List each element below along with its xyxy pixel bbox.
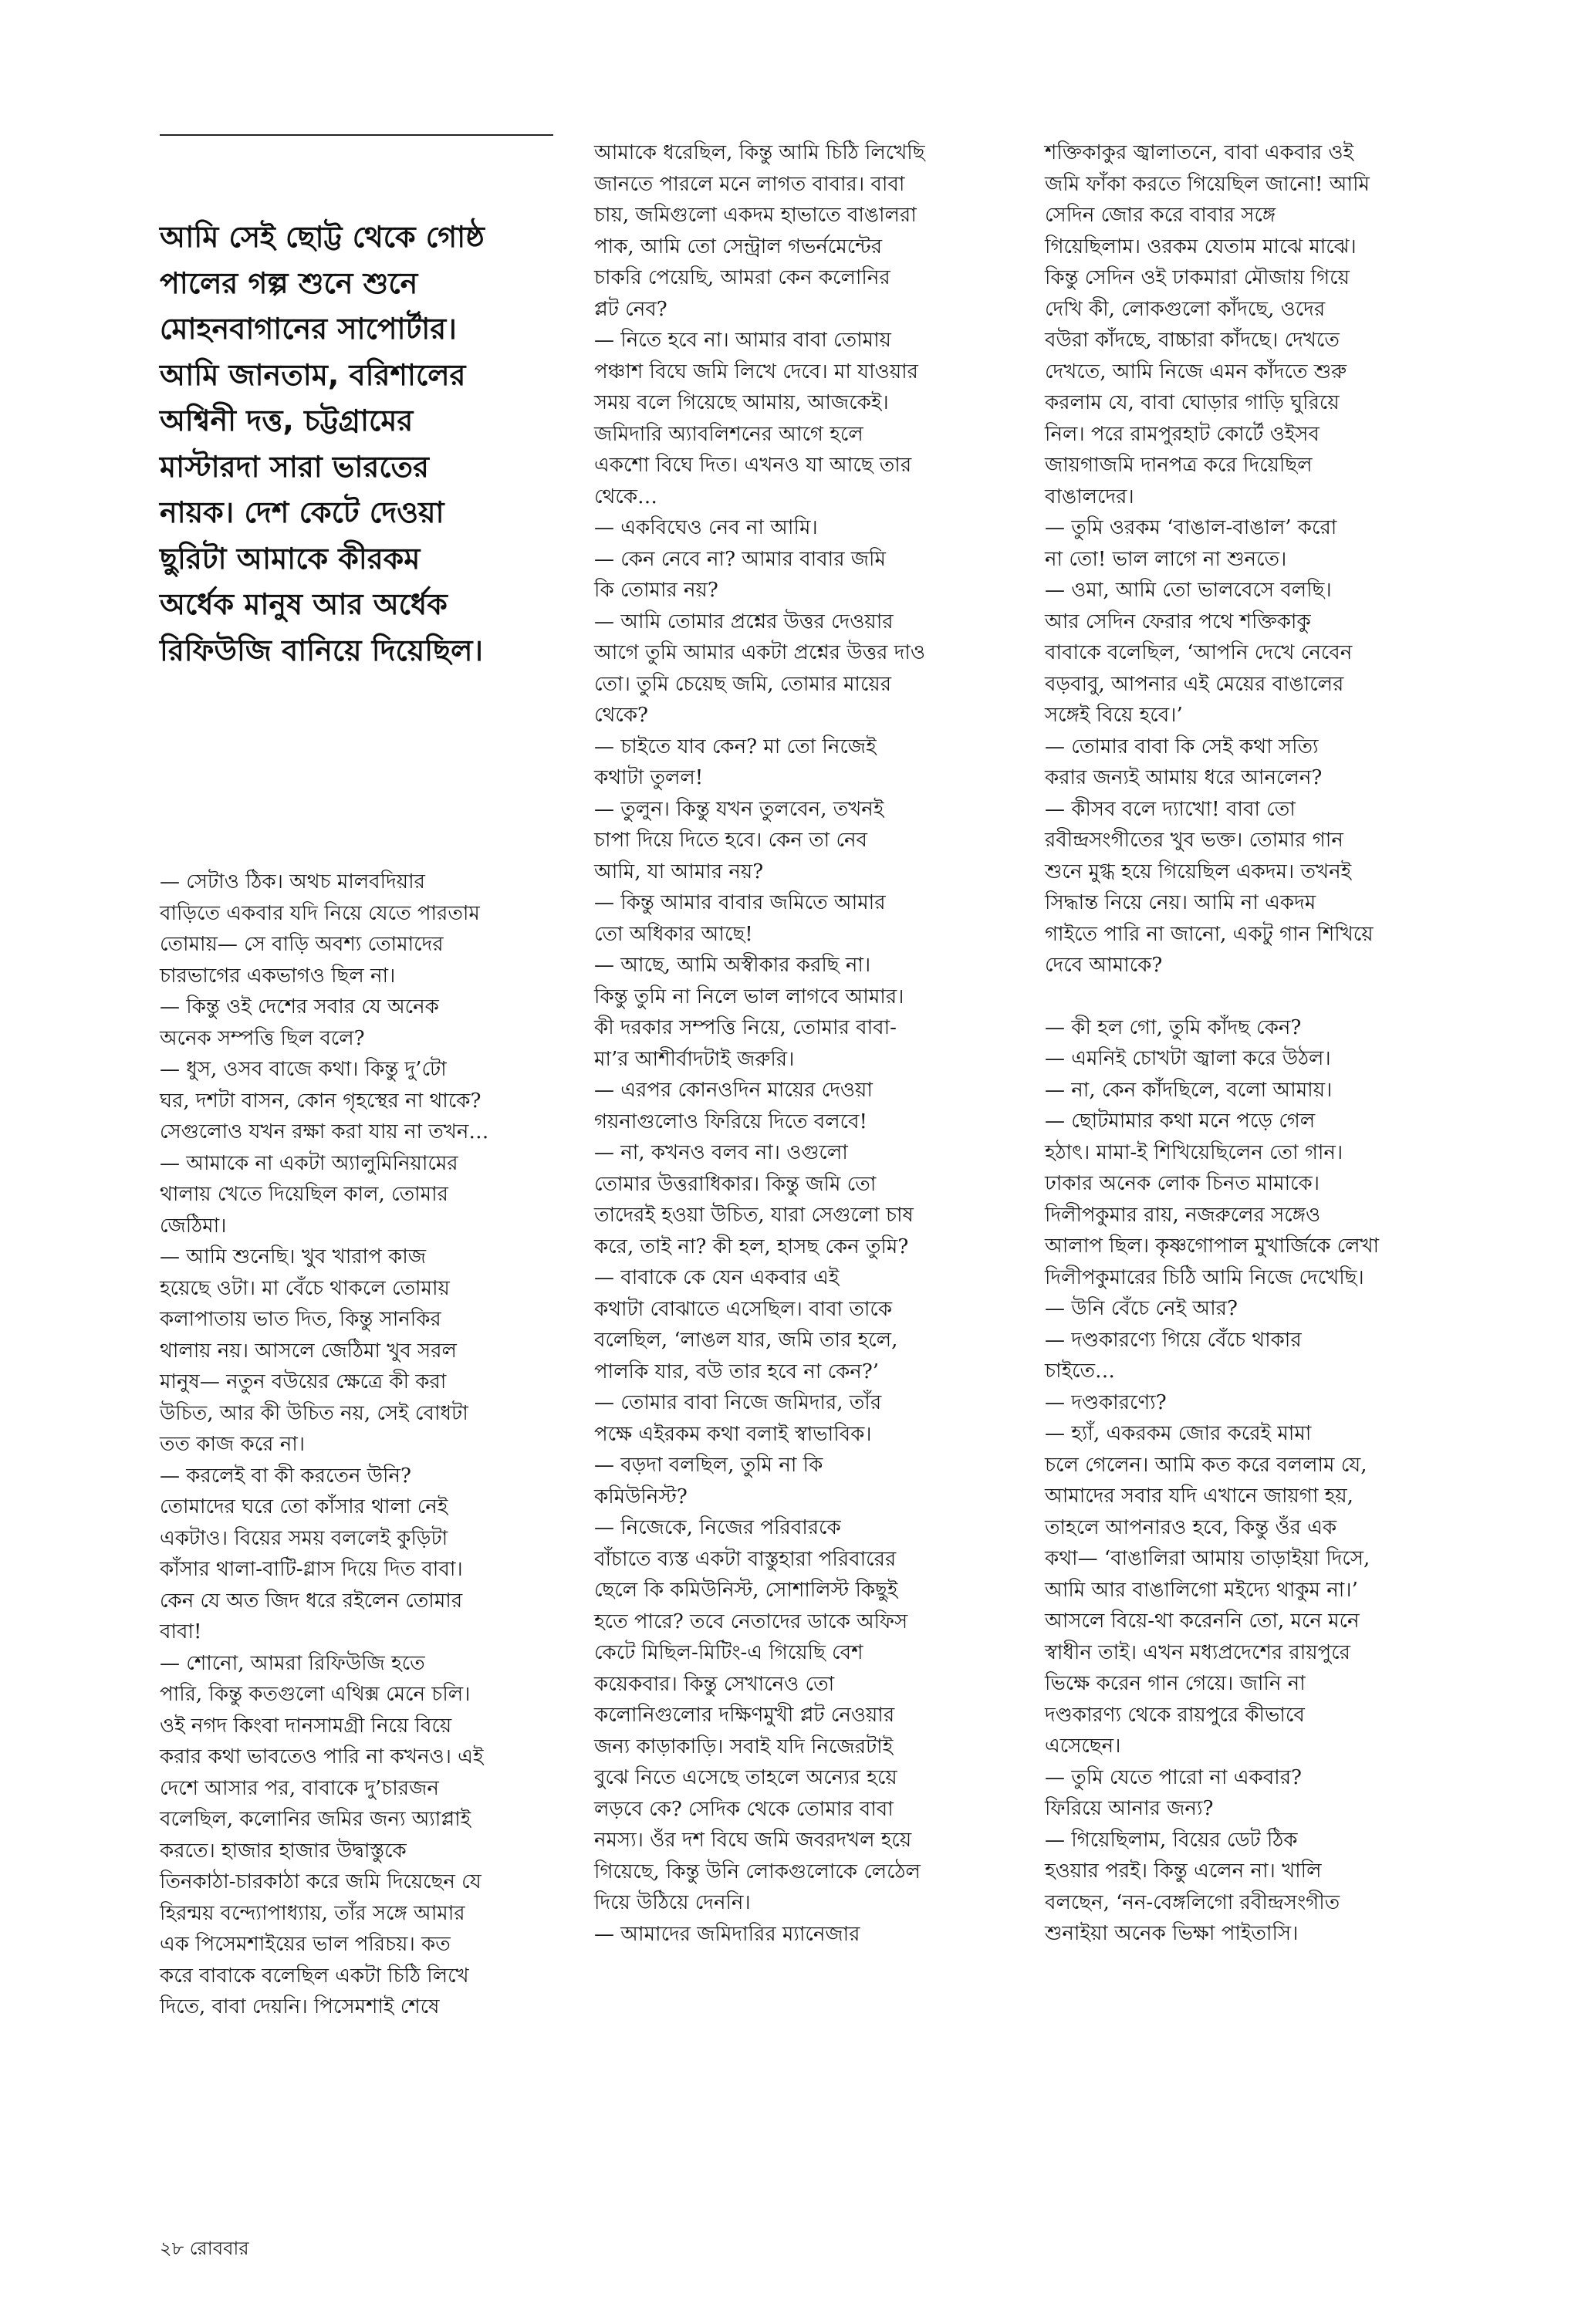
text-line: আমি, যা আমার নয়? [594, 860, 764, 883]
text-line: — বড়দা বলছিল, তুমি না কি [594, 1454, 823, 1477]
text-line: পালকি যার, বউ তার হবে না কেন?’ [594, 1360, 880, 1383]
text-line: বাবাকে বলেছিল, ‘আপনি দেখে নেবেন [1045, 641, 1353, 664]
text-line: — তোমার বাবা কি সেই কথা সত্যি [1045, 735, 1319, 758]
text-line: একশো বিঘে দিত। এখনও যা আছে তার [594, 454, 912, 477]
text-line: করে বাবাকে বলেছিল একটা চিঠি লিখে [160, 1964, 469, 1988]
text-line: — তুমি ওরকম ‘বাঙাল-বাঙাল’ করো [1045, 516, 1337, 539]
text-line: হওয়ার পরই। কিন্তু এলেন না। খালি [1045, 1860, 1322, 1883]
text-line: গিয়েছে, কিন্তু উনি লোকগুলোকে লেঠেল [594, 1860, 921, 1883]
text-line: মা’র আশীর্বাদটাই জরুরি। [594, 1047, 795, 1071]
text-line: জমিদারি অ্যাবলিশনের আগে হলে [594, 422, 863, 446]
text-line: সময় বলে গিয়েছে আমায়, আজকেই। [594, 391, 889, 414]
text-line: — বাবাকে কে যেন একবার এই [594, 1266, 840, 1289]
text-line: থালায় নয়। আসলে জেঠিমা খুব সরল [160, 1339, 457, 1363]
text-line: চায়, জমিগুলো একদম হাভাতে বাঙালরা [594, 204, 917, 227]
text-line: — কীসব বলে দ্যাখো! বাবা তো [1045, 797, 1296, 821]
text-line: তিনকাঠা-চারকাঠা করে জমি দিয়েছেন যে [160, 1870, 482, 1893]
text-line: দেবে আমাকে? [1045, 954, 1163, 977]
text-line: এসেছেন। [1045, 1735, 1121, 1758]
text-line: — ওমা, আমি তো ভালবেসে বলছি। [1045, 579, 1332, 602]
text-line: থেকে… [594, 485, 658, 508]
text-line: — একবিঘেও নেব না আমি। [594, 516, 818, 539]
text-line: — আমাকে না একটা অ্যালুমিনিয়ামের [160, 1151, 458, 1175]
text-line: দেখতে, আমি নিজে এমন কাঁদতে শুরু [1045, 360, 1347, 383]
pull-quote [160, 214, 569, 674]
text-line: পারি, কিন্তু কতগুলো এথিক্স মেনে চলি। [160, 1683, 471, 1706]
text-line: বলেছিল, কলোনির জমির জন্য অ্যাপ্লাই [160, 1808, 471, 1831]
text-line: দিয়ে উঠিয়ে দেননি। [594, 1891, 751, 1914]
text-line: জায়গাজমি দানপত্র করে দিয়েছিল [1045, 454, 1313, 477]
text-line: — নিতে হবে না। আমার বাবা তোমায় [594, 329, 891, 352]
text-line: আলাপ ছিল। কৃষ্ণগোপাল মুখার্জিকে লেখা [1045, 1235, 1380, 1258]
text-line: চাকরি পেয়েছি, আমরা কেন কলোনির [594, 266, 890, 289]
text-line: করে, তাই না? কী হল, হাসছ কেন তুমি? [594, 1235, 909, 1258]
text-line: এক পিসেমশাইয়ের ভাল পরিচয়। কত [160, 1933, 451, 1956]
text-line: কী দরকার সম্পত্তি নিয়ে, তোমার বাবা- [594, 1016, 897, 1039]
text-line: একটাও। বিয়ের সময় বললেই কুড়িটা [160, 1526, 448, 1550]
text-line: বুঝে নিতে এসেছে তাহলে অন্যের হয়ে [594, 1766, 897, 1789]
text-line: হিরন্ময় বন্দ্যোপাধ্যায়, তাঁর সঙ্গে আমার [160, 1901, 465, 1925]
text-line: তোমাদের ঘরে তো কাঁসার থালা নেই [160, 1495, 448, 1518]
text-line: নায়ক। দেশ কেটে দেওয়া [160, 495, 444, 529]
text-line: ফিরিয়ে আনার জন্য? [1045, 1797, 1214, 1820]
text-line: নিল। পরে রামপুরহাট কোর্টে ওইসব [1045, 422, 1320, 446]
text-line: কেটে মিছিল-মিটিং-এ গিয়েছি বেশ [594, 1641, 863, 1664]
text-line: ওই নগদ কিংবা দানসামগ্রী নিয়ে বিয়ে [160, 1714, 452, 1738]
text-line: চাইতে… [1045, 1360, 1116, 1383]
text-line: গিয়েছিলাম। ওরকম যেতাম মাঝে মাঝে। [1045, 235, 1357, 258]
text-line: — দণ্ডকারণ্যে? [1045, 1390, 1167, 1414]
text-line: করতে। হাজার হাজার উদ্বাস্তুকে [160, 1839, 407, 1863]
text-line: আমাদের সবার যদি এখানে জায়গা হয়, [1045, 1485, 1353, 1508]
text-line: দেখি কী, লোকগুলো কাঁদছে, ওদের [1045, 297, 1326, 321]
text-line: অর্ধেক মানুষ আর অর্ধেক [160, 587, 448, 621]
text-line: তো। তুমি চেয়েছ জমি, তোমার মায়ের [594, 672, 892, 696]
text-line: রবীন্দ্রসংগীতের খুব ভক্ত। তোমার গান [1045, 829, 1343, 852]
text-line: ভিক্ষে করেন গান গেয়ে। জানি না [1045, 1672, 1306, 1695]
text-line: কেন যে অত জিদ ধরে রইলেন তোমার [160, 1589, 463, 1613]
text-line: গয়নাগুলোও ফিরিয়ে দিতে বলবে! [594, 1110, 867, 1133]
text-line: ছেলে কি কমিউনিস্ট, সোশালিস্ট কিছুই [594, 1579, 898, 1602]
text-line: থেকে? [594, 704, 648, 727]
text-line: ছুরিটা আমাকে কীরকম [160, 541, 421, 576]
text-line: শক্তিকাকুর জ্বালাতনে, বাবা একবার ওই [1045, 141, 1354, 164]
text-line: — হ্যাঁ, একরকম জোর করেই মামা [1045, 1422, 1312, 1445]
text-line: — না, কেন কাঁদছিলে, বলো আমায়। [1045, 1078, 1333, 1102]
text-line: না তো! ভাল লাগে না শুনতে। [1045, 547, 1287, 571]
text-line: করার জন্যই আমায় ধরে আনলেন? [1045, 766, 1323, 789]
text-line: জন্য কাড়াকাড়ি। সবাই যদি নিজেরটাই [594, 1735, 894, 1758]
text-line: কলোনিগুলোর দক্ষিণমুখী প্লট নেওয়ার [594, 1704, 895, 1727]
text-line: — শোনো, আমরা রিফিউজি হতে [160, 1651, 425, 1675]
text-line: বাড়িতে একবার যদি নিয়ে যেতে পারতাম [160, 901, 480, 925]
text-line: নমস্য। ওঁর দশ বিঘে জমি জবরদখল হয়ে [594, 1829, 912, 1852]
text-line: সিদ্ধান্ত নিয়ে নেয়। আমি না একদম [1045, 891, 1316, 914]
text-line: মানুষ— নতুন বউয়ের ক্ষেত্রে কী করা [160, 1370, 447, 1393]
text-line: বড়বাবু, আপনার এই মেয়ের বাঙালের [1045, 672, 1344, 696]
text-column-3 [1045, 137, 1462, 1950]
text-line: — করলেই বা কী করতেন উনি? [160, 1464, 411, 1488]
text-line: আর সেদিন ফেরার পথে শক্তিকাকু [1045, 610, 1311, 633]
text-line: চারভাগের একভাগও ছিল না। [160, 964, 396, 988]
text-line: দণ্ডকারণ্য থেকে রায়পুরে কীভাবে [1045, 1703, 1305, 1727]
text-line: তাদেরই হওয়া উচিত, যারা সেগুলো চাষ [594, 1204, 914, 1227]
page-folio: ২৮ রোববার [160, 2238, 249, 2259]
text-line: আমি আর বাঙালিগো মইদ্যে থাকুম না।’ [1045, 1578, 1358, 1602]
text-line: করলাম যে, বাবা ঘোড়ার গাড়ি ঘুরিয়ে [1045, 391, 1340, 414]
text-line: হঠাৎ। মামা-ই শিখিয়েছিলেন তো গান। [1045, 1140, 1343, 1164]
text-line: জেঠিমা। [160, 1214, 227, 1238]
text-line: তোমার উত্তরাধিকার। কিন্তু জমি তো [594, 1172, 877, 1196]
text-line: সঙ্গেই বিয়ে হবে।’ [1045, 704, 1183, 727]
text-line: কথাটা তুলল! [594, 766, 704, 789]
text-line: তোমায়— সে বাড়ি অবশ্য তোমাদের [160, 933, 444, 956]
text-line: আসলে বিয়ে-থা করেননি তো, মনে মনে [1045, 1610, 1360, 1633]
text-line: — সেটাও ঠিক। অথচ মালবদিয়ার [160, 870, 425, 893]
text-line: দিলীপকুমারের চিঠি আমি নিজে দেখেছি। [1045, 1265, 1364, 1289]
text-line: কিন্তু তুমি না নিলে ভাল লাগবে আমার। [594, 985, 904, 1008]
text-column-2 [594, 137, 1011, 1950]
text-line: পালের গল্প শুনে শুনে [160, 265, 418, 300]
text-line: — নিজেকে, নিজের পরিবারকে [594, 1516, 841, 1539]
text-line: তত কাজ করে না। [160, 1433, 306, 1456]
text-line: দেশে আসার পর, বাবাকে দু’চারজন [160, 1776, 439, 1800]
text-line: ঢাকার অনেক লোক চিনত মামাকে। [1045, 1172, 1320, 1195]
text-line: — চাইতে যাব কেন? মা তো নিজেই [594, 735, 877, 758]
text-line: বলছেন, ‘নন-বেঙ্গলিগো রবীন্দ্রসংগীত [1045, 1890, 1340, 1914]
text-line: পঞ্চাশ বিঘে জমি লিখে দেবে। মা যাওয়ার [594, 360, 918, 383]
text-line: গাইতে পারি না জানো, একটু গান শিখিয়ে [1045, 922, 1374, 946]
text-line: হয়েছে ওটা। মা বেঁচে থাকলে তোমায় [160, 1276, 450, 1300]
text-line: শুনে মুগ্ধ হয়ে গিয়েছিল একদম। তখনই [1045, 860, 1352, 883]
text-line: ঘর, দশটা বাসন, কোন গৃহস্থের না থাকে? [160, 1089, 482, 1113]
text-line: মোহনবাগানের সাপোর্টার। [160, 312, 457, 346]
text-line: বাঁচাতে ব্যস্ত একটা বাস্তুহারা পরিবারের [594, 1547, 897, 1571]
text-line: — তুমি যেতে পারো না একবার? [1045, 1765, 1302, 1789]
text-line: — উনি বেঁচে নেই আর? [1045, 1297, 1238, 1320]
text-line: তাহলে আপনারও হবে, কিন্তু ওঁর এক [1045, 1515, 1337, 1539]
text-line: মাস্টারদা সারা ভারতের [160, 449, 429, 484]
text-line: বলেছিল, ‘লাঙল যার, জমি তার হলে, [594, 1329, 898, 1352]
text-line: — আমি শুনেছি। খুব খারাপ কাজ [160, 1245, 427, 1268]
text-line: বাবা! [160, 1620, 202, 1643]
text-line: — দণ্ডকারণ্যে গিয়ে বেঁচে থাকার [1045, 1328, 1302, 1352]
text-line: প্লট নেব? [594, 297, 667, 321]
text-line: — ছোটমামার কথা মনে পড়ে গেল [1045, 1110, 1316, 1133]
text-line: চাপা দিয়ে দিতে হবে। কেন তা নেব [594, 829, 867, 852]
text-line: — কিন্তু আমার বাবার জমিতে আমার [594, 891, 886, 914]
text-line: বউরা কাঁদছে, বাচ্চারা কাঁদছে। দেখতে [1045, 329, 1340, 352]
text-line: কয়েকবার। কিন্তু সেখানেও তো [594, 1672, 835, 1696]
text-line: তো অধিকার আছে! [594, 922, 753, 946]
text-line: অশ্বিনী দত্ত, চট্টগ্রামের [160, 404, 414, 437]
text-line: — এমনিই চোখটা জ্বালা করে উঠল। [1045, 1047, 1331, 1070]
text-line: — ধুস, ওসব বাজে কথা। কিন্তু দু’টো [160, 1058, 447, 1081]
text-line: কথা— ‘বাঙালিরা আমায় তাড়াইয়া দিসে, [1045, 1547, 1370, 1570]
text-line: — তোমার বাবা নিজে জমিদার, তাঁর [594, 1391, 882, 1414]
text-line: কি তোমার নয়? [594, 579, 718, 602]
text-line: সেদিন জোর করে বাবার সঙ্গে [1045, 204, 1276, 227]
text-line: জমি ফাঁকা করতে গিয়েছিল জানো! আমি [1045, 172, 1370, 196]
text-line: পক্ষে এইরকম কথা বলাই স্বাভাবিক। [594, 1422, 872, 1446]
text-line: — তুলুন। কিন্তু যখন তুলবেন, তখনই [594, 797, 884, 821]
text-line: স্বাধীন তাই। এখন মধ্যপ্রদেশের রায়পুরে [1045, 1640, 1350, 1664]
text-line: দিতে, বাবা দেয়নি। পিসেমশাই শেষে [160, 1995, 440, 2018]
text-line: হতে পারে? তবে নেতাদের ডাকে অফিস [594, 1610, 908, 1633]
text-line: অনেক সম্পত্তি ছিল বলে? [160, 1026, 365, 1050]
text-line: চলে গেলেন। আমি কত করে বললাম যে, [1045, 1453, 1367, 1477]
text-line: আমি সেই ছোট্ট থেকে গোষ্ঠ [160, 220, 485, 254]
text-line: — কেন নেবে না? আমার বাবার জমি [594, 547, 886, 571]
text-line: উচিত, আর কী উচিত নয়, সেই বোধটা [160, 1401, 468, 1425]
text-line: লড়বে কে? সেদিক থেকে তোমার বাবা [594, 1797, 894, 1821]
text-line: আমাকে ধরেছিল, কিন্তু আমি চিঠি লিখেছি [594, 141, 925, 164]
text-line: পাক, আমি তো সেন্ট্রাল গভর্নমেন্টের [594, 235, 883, 258]
text-line: — আমাদের জমিদারির ম্যানেজার [594, 1922, 860, 1946]
text-line: করার কথা ভাবতেও পারি না কখনও। এই [160, 1745, 484, 1768]
text-line: কিন্তু সেদিন ওই ঢাকমারা মৌজায় গিয়ে [1045, 266, 1350, 289]
text-line: কথাটা বোঝাতে এসেছিল। বাবা তাকে [594, 1297, 893, 1321]
text-line: কমিউনিস্ট? [594, 1485, 688, 1508]
text-column-1 [160, 866, 561, 2023]
top-rule [160, 134, 553, 136]
text-line: — আছে, আমি অস্বীকার করছি না। [594, 954, 871, 977]
text-line: — গিয়েছিলাম, বিয়ের ডেট ঠিক [1045, 1828, 1298, 1852]
text-line: — কী হল গো, তুমি কাঁদছ কেন? [1045, 1015, 1302, 1039]
text-line: — এরপর কোনওদিন মায়ের দেওয়া [594, 1079, 873, 1102]
text-line: শুনাইয়া অনেক ভিক্ষা পাইতাসি। [1045, 1922, 1299, 1945]
text-line: কাঁসার থালা-বাটি-গ্লাস দিয়ে দিত বাবা। [160, 1558, 463, 1581]
text-line: সেগুলোও যখন রক্ষা করা যায় না তখন… [160, 1120, 489, 1143]
text-line: — আমি তোমার প্রশ্নের উত্তর দেওয়ার [594, 610, 894, 633]
text-line: থালায় খেতে দিয়েছিল কাল, তোমার [160, 1183, 448, 1206]
text-line: রিফিউজি বানিয়ে দিয়েছিল। [160, 633, 484, 667]
text-line: আমি জানতাম, বরিশালের [160, 357, 466, 392]
text-line: বাঙালদের। [1045, 485, 1134, 508]
text-line: দিলীপকুমার রায়, নজরুলের সঙ্গেও [1045, 1203, 1321, 1227]
text-line: — কিন্তু ওই দেশের সবার যে অনেক [160, 995, 439, 1018]
text-line: জানতে পারলে মনে লাগত বাবার। বাবা [594, 172, 905, 196]
text-line: — না, কখনও বলব না। ওগুলো [594, 1141, 848, 1164]
text-line: কলাপাতায় ভাত দিত, কিন্তু সানকির [160, 1308, 441, 1331]
text-line: আগে তুমি আমার একটা প্রশ্নের উত্তর দাও [594, 641, 926, 664]
